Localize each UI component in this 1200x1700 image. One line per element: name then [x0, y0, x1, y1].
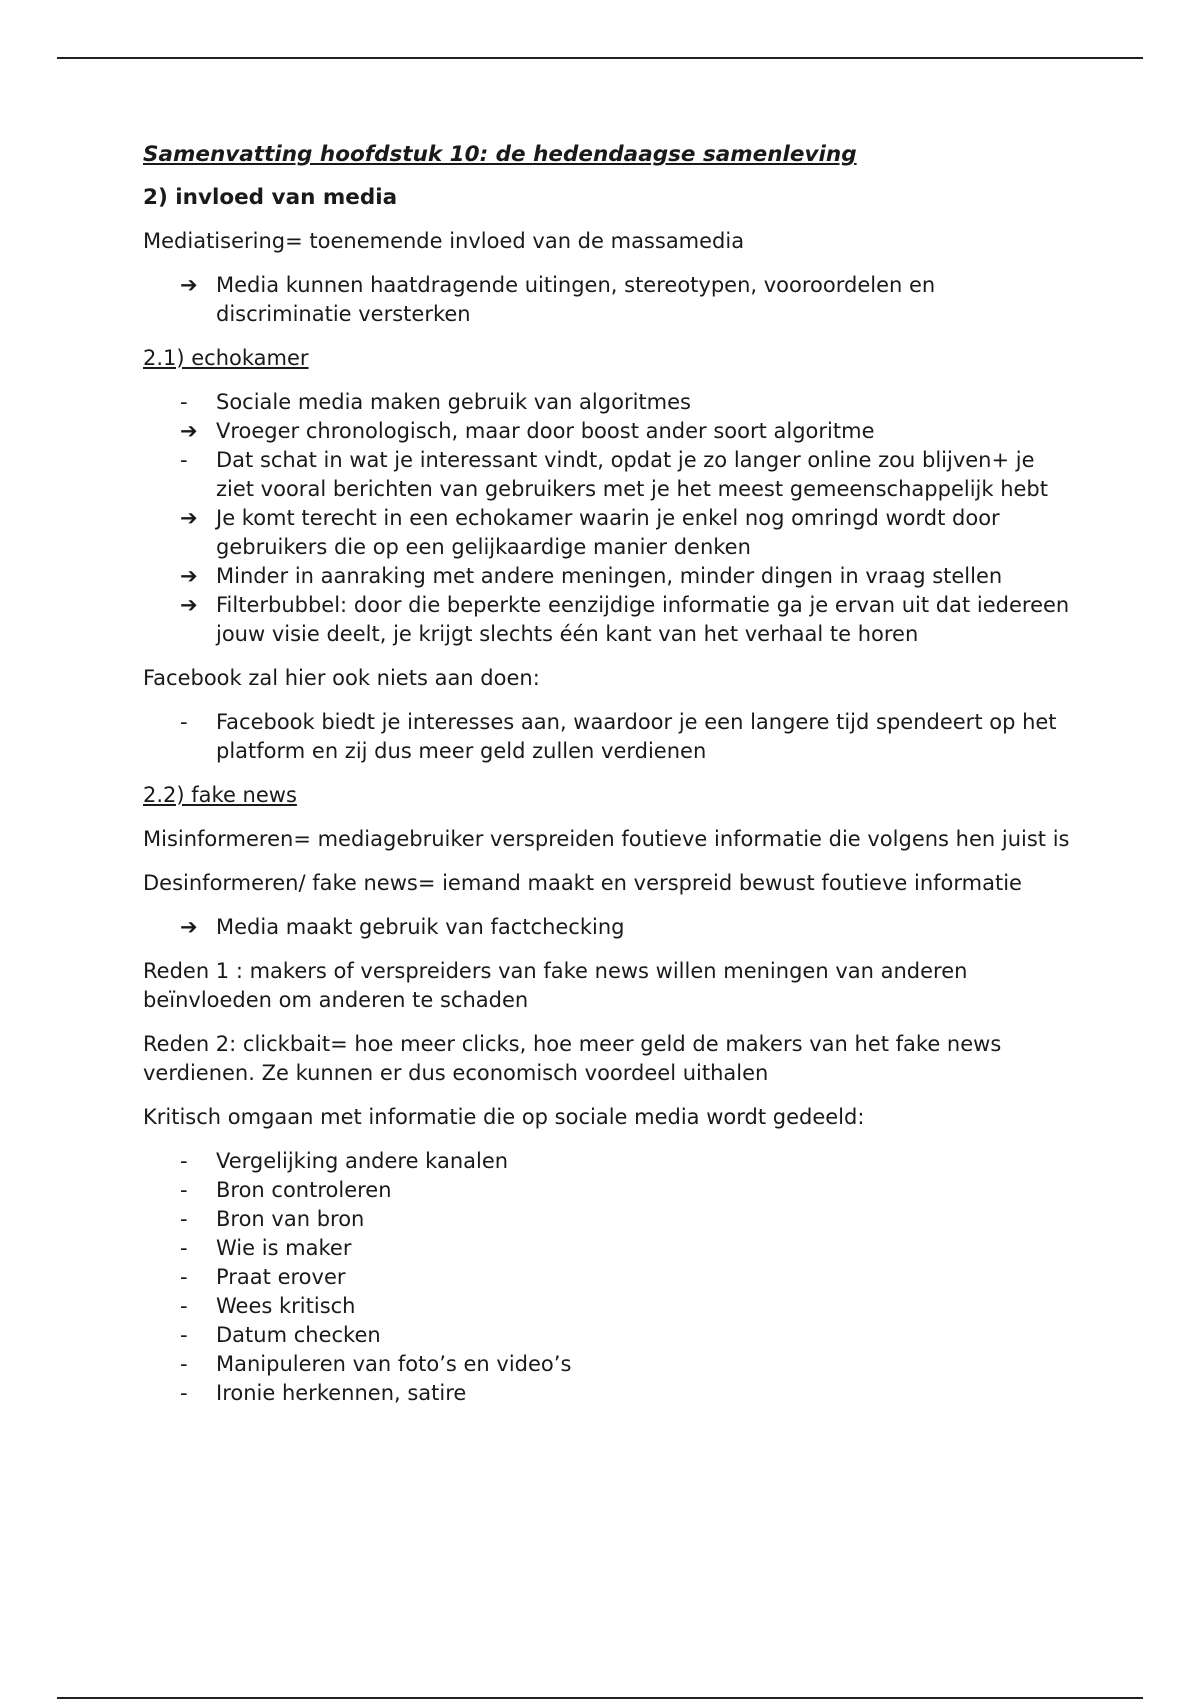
- list-item: [143, 1205, 1073, 1234]
- list-item-text: Datum checken: [216, 1323, 381, 1347]
- dash-bullet-icon: -: [180, 1323, 188, 1347]
- arrow-right-icon: ➔: [180, 593, 198, 617]
- document-body: [143, 140, 1073, 1423]
- section-heading: 2) invloed van media: [143, 185, 398, 210]
- list-item: [143, 1147, 1073, 1176]
- list-item-text: Je komt terecht in een echokamer waarin je enkel nog omringd wordt door gebruikers die op een gelijkaardige manier denken: [216, 506, 1000, 559]
- paragraph: Facebook zal hier ook niets aan doen:: [143, 666, 540, 690]
- list-item: [143, 1234, 1073, 1263]
- list-item: [143, 446, 1073, 504]
- list-item: [143, 708, 1073, 766]
- paragraph: Desinformeren/ fake news= iemand maakt en verspreid bewust foutieve informatie: [143, 871, 1022, 895]
- footer-rule: [57, 1697, 1143, 1699]
- list-item: [143, 562, 1073, 591]
- list-item: [143, 417, 1073, 446]
- document-blocks: [143, 227, 1073, 1408]
- list-item-text: Vroeger chronologisch, maar door boost ander soort algoritme: [216, 419, 875, 443]
- document-title: Samenvatting hoofdstuk 10: de hedendaagse samenleving: [143, 142, 857, 167]
- list-item: [143, 1321, 1073, 1350]
- list-item: [143, 271, 1073, 329]
- paragraph: Reden 2: clickbait= hoe meer clicks, hoe meer geld de makers van het fake news verdienen. Ze kunnen er dus economisch voordeel uithalen: [143, 1032, 1002, 1085]
- list-item: [143, 1176, 1073, 1205]
- dash-bullet-icon: -: [180, 1352, 188, 1376]
- dash-bullet-icon: -: [180, 390, 188, 414]
- bullet-list: [143, 271, 1073, 329]
- list-item: [143, 1263, 1073, 1292]
- bullet-list: [143, 388, 1073, 649]
- dash-bullet-icon: -: [180, 1236, 188, 1260]
- list-item-text: Praat erover: [216, 1265, 346, 1289]
- list-item: [143, 1379, 1073, 1408]
- header-rule: [57, 57, 1143, 59]
- list-item: [143, 1350, 1073, 1379]
- dash-bullet-icon: -: [180, 1294, 188, 1318]
- paragraph: Mediatisering= toenemende invloed van de massamedia: [143, 229, 745, 253]
- list-item-text: Dat schat in wat je interessant vindt, opdat je zo langer online zou blijven+ je ziet vooral berichten van gebruikers met je het meest gemeenschappelijk hebt: [216, 448, 1048, 501]
- list-item-text: Wees kritisch: [216, 1294, 356, 1318]
- list-item-text: Wie is maker: [216, 1236, 352, 1260]
- list-item-text: Facebook biedt je interesses aan, waardoor je een langere tijd spendeert op het platform en zij dus meer geld zullen verdienen: [216, 710, 1057, 763]
- dash-bullet-icon: -: [180, 1149, 188, 1173]
- list-item-text: Manipuleren van foto’s en video’s: [216, 1352, 572, 1376]
- list-item-text: Ironie herkennen, satire: [216, 1381, 467, 1405]
- list-item-text: Media kunnen haatdragende uitingen, stereotypen, vooroordelen en discriminatie versterken: [216, 273, 936, 326]
- arrow-right-icon: ➔: [180, 506, 198, 530]
- bullet-list: [143, 913, 1073, 942]
- paragraph: Kritisch omgaan met informatie die op sociale media wordt gedeeld:: [143, 1105, 865, 1129]
- list-item: [143, 913, 1073, 942]
- list-item-text: Vergelijking andere kanalen: [216, 1149, 509, 1173]
- list-item-text: Bron controleren: [216, 1178, 392, 1202]
- dash-bullet-icon: -: [180, 1381, 188, 1405]
- bullet-list: [143, 1147, 1073, 1408]
- arrow-right-icon: ➔: [180, 273, 198, 297]
- list-item-text: Sociale media maken gebruik van algoritmes: [216, 390, 691, 414]
- list-item-text: Media maakt gebruik van factchecking: [216, 915, 625, 939]
- bullet-list: [143, 708, 1073, 766]
- arrow-right-icon: ➔: [180, 915, 198, 939]
- list-item-text: Bron van bron: [216, 1207, 365, 1231]
- dash-bullet-icon: -: [180, 1265, 188, 1289]
- paragraph: Reden 1 : makers of verspreiders van fake news willen meningen van anderen beïnvloeden om anderen te schaden: [143, 959, 968, 1012]
- list-item: [143, 591, 1073, 649]
- dash-bullet-icon: -: [180, 1207, 188, 1231]
- list-item-text: Filterbubbel: door die beperkte eenzijdige informatie ga je ervan uit dat iedereen jouw visie deelt, je krijgt slechts één kant van het verhaal te horen: [216, 593, 1070, 646]
- list-item: [143, 388, 1073, 417]
- arrow-right-icon: ➔: [180, 564, 198, 588]
- dash-bullet-icon: -: [180, 448, 188, 472]
- subsection-heading: 2.1) echokamer: [143, 346, 309, 370]
- list-item: [143, 1292, 1073, 1321]
- subsection-heading: 2.2) fake news: [143, 783, 297, 807]
- arrow-right-icon: ➔: [180, 419, 198, 443]
- list-item: [143, 504, 1073, 562]
- dash-bullet-icon: -: [180, 710, 188, 734]
- paragraph: Misinformeren= mediagebruiker verspreiden foutieve informatie die volgens hen juist is: [143, 827, 1070, 851]
- dash-bullet-icon: -: [180, 1178, 188, 1202]
- list-item-text: Minder in aanraking met andere meningen, minder dingen in vraag stellen: [216, 564, 1003, 588]
